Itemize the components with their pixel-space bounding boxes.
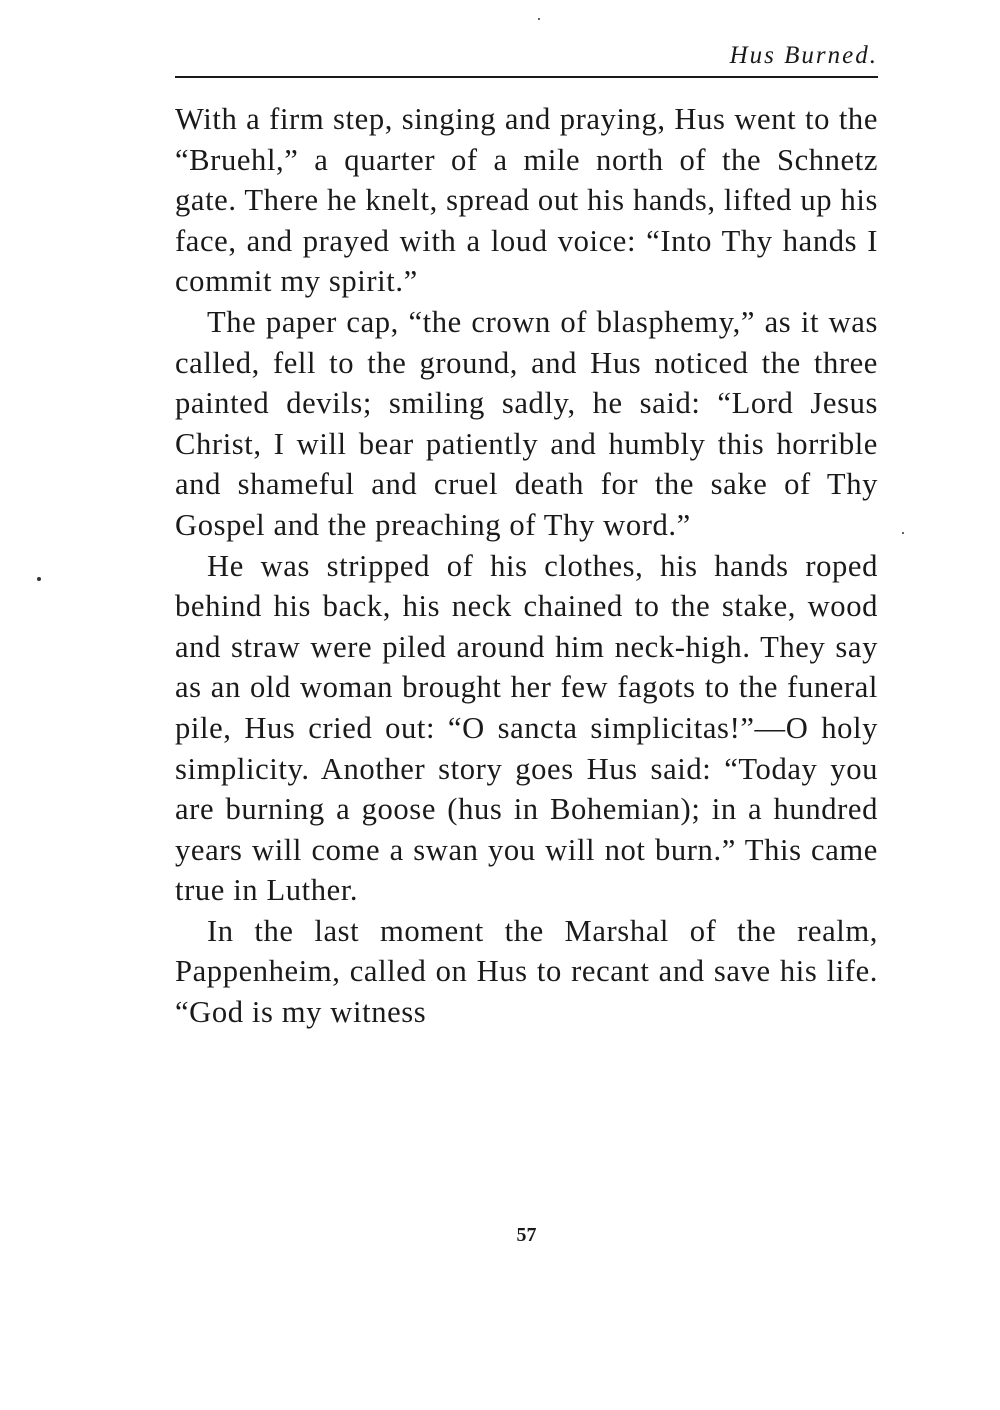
header-rule [175,76,878,78]
running-head: Hus Burned. [729,42,878,69]
paragraph-4: In the last moment the Marshal of the realm, Pappenheim, called on Hus to recant and save his life. “God is my witness [175,913,878,1030]
page-number: 57 [516,1224,537,1246]
paragraph-3: He was stripped of his clothes, his hands roped behind his back, his neck chained to the stake, wood and straw were piled around him neck-high. They say as an old woman brought her few fagots to the funeral pile, Hus cried out: “O sancta simplicitas!”—O holy simplicity. Another story goes Hus said: “Today you are burning a goose (hus in Bohemian); in a hundred years will come a swan you will not burn.” This came true in Luther. [175,548,878,908]
scan-speck [538,18,540,20]
paragraph-2: The paper cap, “the crown of blasphemy,” as it was called, fell to the ground, and Hus noticed the three painted devils; smiling sadly, he said: “Lord Jesus Christ, I will bear patiently and humbly this horrible and shameful and cruel death for the sake of Thy Gospel and the preaching of Thy word.” [175,304,878,542]
body-text [175,99,878,1033]
scan-speck [37,577,41,581]
scan-speck [902,532,904,534]
paragraph-1: With a firm step, singing and praying, Hus went to the “Bruehl,” a quarter of a mile north of the Schnetz gate. There he knelt, spread out his hands, lifted up his face, and prayed with a loud voice: “Into Thy hands I commit my spirit.” [175,102,878,299]
